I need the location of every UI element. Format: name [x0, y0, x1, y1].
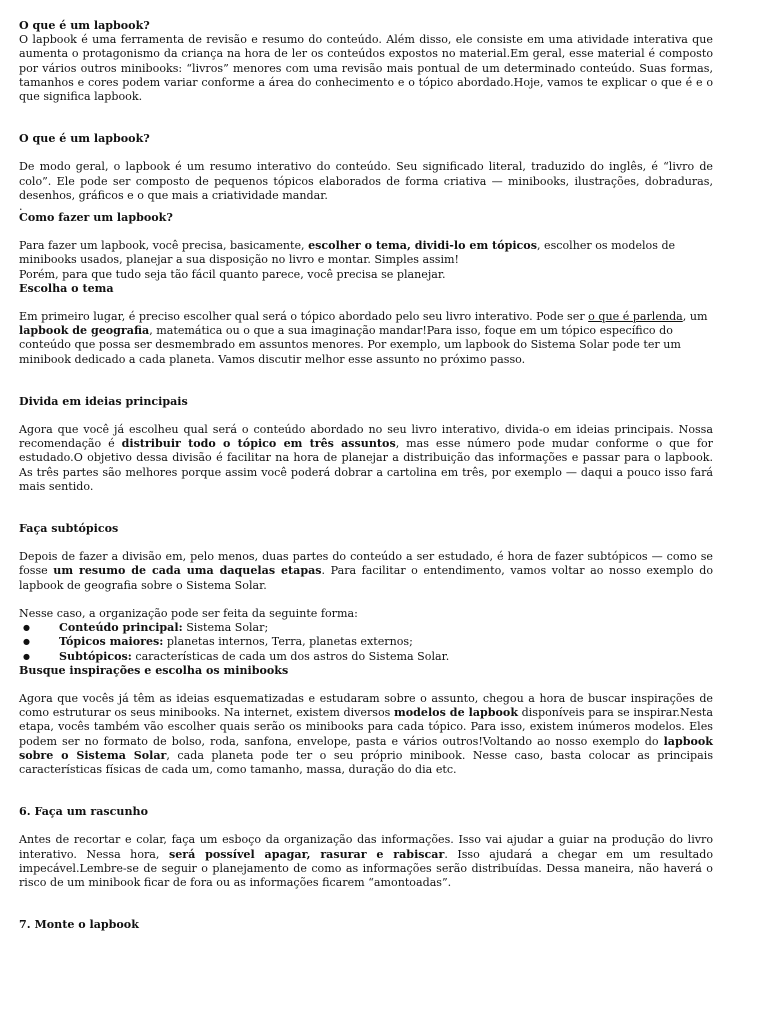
paragraph-choose-theme — [19, 310, 713, 367]
paragraph-organization-intro: Nesse caso, a organização pode ser feita da seguinte forma: — [19, 606, 358, 620]
heading-what-is-lapbook: O que é um lapbook? — [19, 19, 150, 32]
list-item — [19, 621, 713, 635]
text-run: , matemática ou o que a sua imaginação mandar!Para isso, foque em um tópico específico do conteúdo que possa ser desmembrado em assuntos menores. Por exemplo, um lapbook do Sistema Solar pode ter um minibook dedicado a cada planeta. Vamos discutir melhor esse assunto no próximo passo. — [19, 324, 681, 366]
text-run: Depois de fazer a divisão em, pelo menos, duas partes do conteúdo a ser estudado, é hora de fazer subtópicos — como se fosse — [19, 550, 713, 578]
text-run: , cada planeta pode ter o seu próprio minibook. Nesse caso, basta colocar as principais características físicas de cada um, como tamanho, massa, duração do dia etc. — [19, 748, 714, 776]
text-run: disponíveis para se inspirar.Nesta etapa, vocês também vão escolher quais serão os minibooks para cada tópico. Para isso, existem inúmeros modelos. Eles podem ser no formato de bolso, roda, sanfona, envelope, pasta e vários outros!Voltando ao nosso exemplo do — [19, 706, 713, 748]
text-run: Agora que você já escolheu qual será o conteúdo abordado no seu livro interativo, divida-o em ideias principais. Nossa recomendação é — [19, 423, 713, 451]
text-run: , um — [682, 310, 708, 324]
heading-assemble: 7. Monte o lapbook — [19, 918, 139, 932]
text-run: Agora que vocês já têm as ideias esquematizadas e estudaram sobre o assunto, chegou a hora de buscar inspirações de como estruturar os seus minibooks. Na internet, existem diversos — [19, 691, 713, 720]
list-item-label: Conteúdo principal: — [59, 621, 183, 635]
text-run: , escolher os modelos de minibooks usados, planejar a sua disposição no livro e montar. Simples assim! — [19, 239, 676, 267]
paragraph-subtopics — [19, 550, 713, 593]
document-page — [19, 0, 713, 932]
heading-subtopics: Faça subtópicos — [19, 522, 119, 536]
emphasis-text: lapbook sobre o Sistema Solar — [19, 734, 713, 762]
paragraph-inspiration — [19, 692, 713, 777]
emphasis-text: modelos de lapbook — [394, 706, 519, 720]
list-item-value: Sistema Solar; — [182, 621, 269, 635]
stray-dot: . — [19, 200, 23, 214]
paragraph-plan: Porém, para que tudo seja tão fácil quanto parece, você precisa se planejar. — [19, 267, 446, 281]
paragraph-intro: O lapbook é uma ferramenta de revisão e resumo do conteúdo. Além disso, ele consiste em uma atividade interativa que aumenta o protagonismo da criança na hora de ler os conteúdos expostos no material.Em geral, esse material é composto por vários outros minibooks: “livros” menores com uma revisão mais pontual de um determinado conteúdo. Suas formas, tamanhos e cores podem variar conforme a área do conhecimento e o tópico abordado.Hoje, vamos te explicar o que é e o que significa lapbook. — [19, 33, 713, 104]
paragraph-divide-ideas — [19, 423, 713, 494]
heading-choose-theme: Escolha o tema — [19, 281, 114, 295]
list-item-label: Tópicos maiores: — [59, 635, 164, 649]
list-item-label: Subtópicos: — [59, 649, 132, 663]
heading-divide-ideas: Divida em ideias principais — [19, 394, 188, 408]
paragraph-draft — [19, 833, 713, 890]
paragraph-how-to — [19, 239, 713, 267]
list-item-value: planetas internos, Terra, planetas externos; — [163, 635, 413, 649]
list-item — [19, 635, 713, 649]
emphasis-text: escolher o tema, dividi-lo em tópicos — [308, 239, 537, 253]
paragraph-definition: De modo geral, o lapbook é um resumo interativo do conteúdo. Seu significado literal, traduzido do inglês, é “livro de colo”. Ele pode ser composto de pequenos tópicos elaborados de forma criativa — minibooks, ilustrações, dobraduras, desenhos, gráficos e o que mais a criatividade mandar. — [19, 160, 713, 202]
emphasis-text: um resumo de cada uma daquelas etapas — [53, 564, 322, 578]
emphasis-text: lapbook de geografia — [19, 324, 150, 338]
text-run: Em primeiro lugar, é preciso escolher qual será o tópico abordado pelo seu livro interativo. Pode ser — [19, 310, 589, 324]
emphasis-text: será possível apagar, rasurar e rabiscar — [168, 847, 445, 861]
text-run: Para fazer um lapbook, você precisa, basicamente, — [19, 239, 309, 253]
link-parlenda[interactable]: o que é parlenda — [588, 310, 683, 324]
heading-what-is-lapbook-2: O que é um lapbook? — [19, 132, 150, 146]
text-run: Antes de recortar e colar, faça um esboço da organização das informações. Isso vai ajudar a guiar na produção do livro interativo. Nessa hora, — [19, 833, 713, 861]
emphasis-text: distribuir todo o tópico em três assuntos — [121, 437, 396, 451]
text-run: , mas esse número pode mudar conforme o que for estudado.O objetivo dessa divisão é facilitar na hora de planejar a distribuição das informações e passar para o lapbook. As três partes são melhores porque assim você poderá dobrar a cartolina em três, por exemplo — daqui a pouco isso fará mais sentido. — [19, 437, 713, 493]
heading-draft: 6. Faça um rascunho — [19, 805, 149, 819]
list-item — [19, 650, 713, 664]
list-item-value: características de cada um dos astros do Sistema Solar. — [131, 649, 450, 663]
topic-list — [19, 621, 713, 664]
text-run: . Isso ajudará a chegar em um resultado impecável.Lembre-se de seguir o planejamento de como as informações serão distribuídas. Dessa maneira, não haverá o risco de um minibook ficar de fora ou as informações ficarem “amontoadas”. — [19, 847, 714, 889]
heading-inspiration: Busque inspirações e escolha os minibooks — [19, 663, 289, 677]
heading-how-to-make: Como fazer um lapbook? — [19, 211, 173, 225]
text-run: . Para facilitar o entendimento, vamos voltar ao nosso exemplo do lapbook de geografia sobre o Sistema Solar. — [19, 564, 713, 592]
